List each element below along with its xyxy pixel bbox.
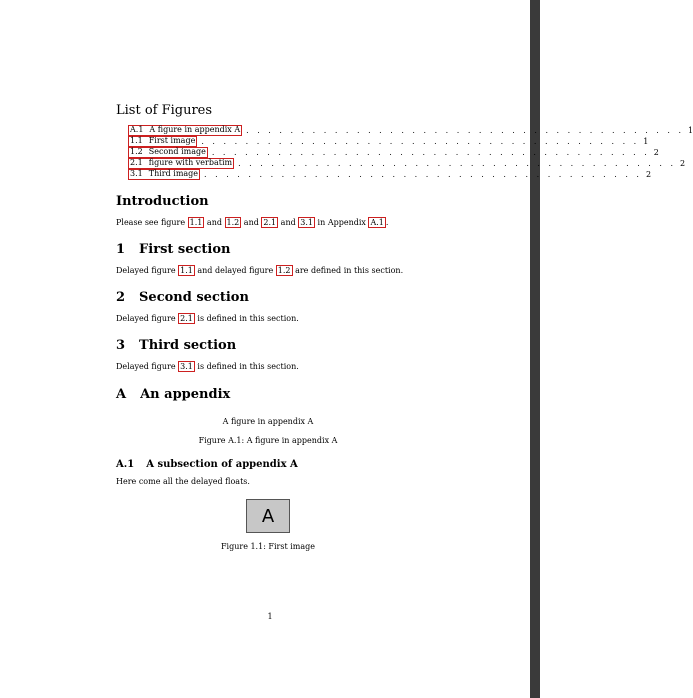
subsection-number: A.1: [116, 459, 135, 470]
lof-link[interactable]: [128, 125, 242, 136]
lof-entry: [116, 136, 649, 147]
dot-leader: . . . . . . . . . . . . . . . . . . . . . . . . . . . . . . . . . . . . . . . .: [201, 137, 640, 146]
figure-ref-link[interactable]: 1.2: [277, 266, 291, 275]
subsection-title: A subsection of appendix A: [146, 459, 298, 470]
lof-entry: [116, 158, 686, 169]
figure-ref-link[interactable]: 3.1: [300, 218, 314, 227]
lof-entry-label: Third image: [148, 169, 199, 178]
lof-entry-number: 1.1: [130, 136, 143, 145]
dot-leader: . . . . . . . . . . . . . . . . . . . . . . . . . . . . . . . . . . . . . . . .: [204, 170, 642, 179]
lof-link[interactable]: [128, 147, 208, 158]
section-1-paragraph: Delayed figure 1.1 and delayed figure 1.2 are defined in this section.: [116, 266, 404, 275]
lof-entry-page: 2: [645, 170, 652, 179]
lof-entry-number: 2.1: [130, 158, 143, 167]
section-heading-3: [116, 338, 420, 353]
lof-link[interactable]: [128, 158, 234, 169]
dot-leader: . . . . . . . . . . . . . . . . . . . . . . . . . . . . . . . . . . . . . . . .: [211, 148, 650, 157]
figure-ref-link[interactable]: 1.1: [180, 266, 193, 275]
figure-ref-link[interactable]: 1.1: [189, 218, 203, 227]
section-title: An appendix: [140, 387, 231, 402]
lof-entry-number: 3.1: [130, 169, 143, 178]
lof-entry-label: First image: [148, 136, 196, 145]
lof-entry-number: 1.2: [130, 147, 143, 156]
section-heading-introduction: [116, 194, 420, 209]
figure-ref-link[interactable]: 2.1: [180, 314, 193, 323]
lof-entry-page: 1: [643, 137, 649, 146]
section-title: First section: [139, 242, 231, 257]
section-3-paragraph: Delayed figure 3.1 is defined in this section.: [116, 362, 299, 371]
dot-leader: . . . . . . . . . . . . . . . . . . . . . . . . . . . . . . . . . . . . . . . .: [238, 159, 676, 168]
section-title: Second section: [139, 290, 249, 305]
appendix-heading: [116, 387, 420, 402]
lof-link[interactable]: [128, 136, 197, 147]
section-number: A: [116, 387, 127, 402]
lof-entry: [116, 125, 693, 136]
lof-entry-number: A.1: [130, 125, 144, 134]
section-number: 2: [116, 290, 126, 305]
list-of-figures: [116, 125, 693, 180]
section-heading-1: [116, 242, 420, 257]
section-title: Third section: [139, 338, 237, 353]
lof-entry-label: A figure in appendix A: [149, 125, 241, 134]
subsection-heading: [116, 459, 420, 470]
section-2-paragraph: Delayed figure 2.1 is defined in this section.: [116, 314, 299, 323]
image-letter: A: [261, 505, 275, 527]
section-number: 3: [116, 338, 126, 353]
intro-paragraph: Please see figure 1.1 and 1.2 and 2.1 and 3.1 in Appendix A.1 .: [116, 218, 389, 227]
lof-entry: [116, 147, 659, 158]
lof-link[interactable]: [128, 169, 200, 180]
section-heading-2: [116, 290, 420, 305]
window-edge: [530, 0, 540, 698]
lof-entry-label: Second image: [148, 147, 206, 156]
appendix-ref-link[interactable]: A.1: [370, 218, 384, 227]
lof-entry-page: 2: [653, 148, 659, 157]
first-image-figure: [246, 499, 290, 533]
lof-entry-page: 1: [688, 126, 693, 135]
appendix-figure-content: A figure in appendix A: [222, 417, 314, 426]
section-number: 1: [116, 242, 126, 257]
list-of-figures-title: List of Figures: [116, 103, 213, 118]
page-number: 1: [267, 612, 273, 621]
figure-ref-link[interactable]: 3.1: [180, 362, 193, 371]
lof-entry-page: 2: [680, 159, 686, 168]
subsection-paragraph: Here come all the delayed floats.: [116, 477, 250, 486]
appendix-figure-caption: Figure A.1: A figure in appendix A: [198, 436, 338, 445]
first-image-caption: Figure 1.1: First image: [220, 542, 315, 551]
document-page: [116, 103, 693, 552]
dot-leader: . . . . . . . . . . . . . . . . . . . . . . . . . . . . . . . . . . . . . . . .: [246, 126, 685, 135]
lof-entry: [116, 169, 652, 180]
figure-ref-link[interactable]: 1.2: [226, 218, 240, 227]
lof-entry-label: figure with verbatim: [148, 158, 233, 167]
section-title: Introduction: [116, 194, 209, 209]
figure-ref-link[interactable]: 2.1: [263, 218, 277, 227]
